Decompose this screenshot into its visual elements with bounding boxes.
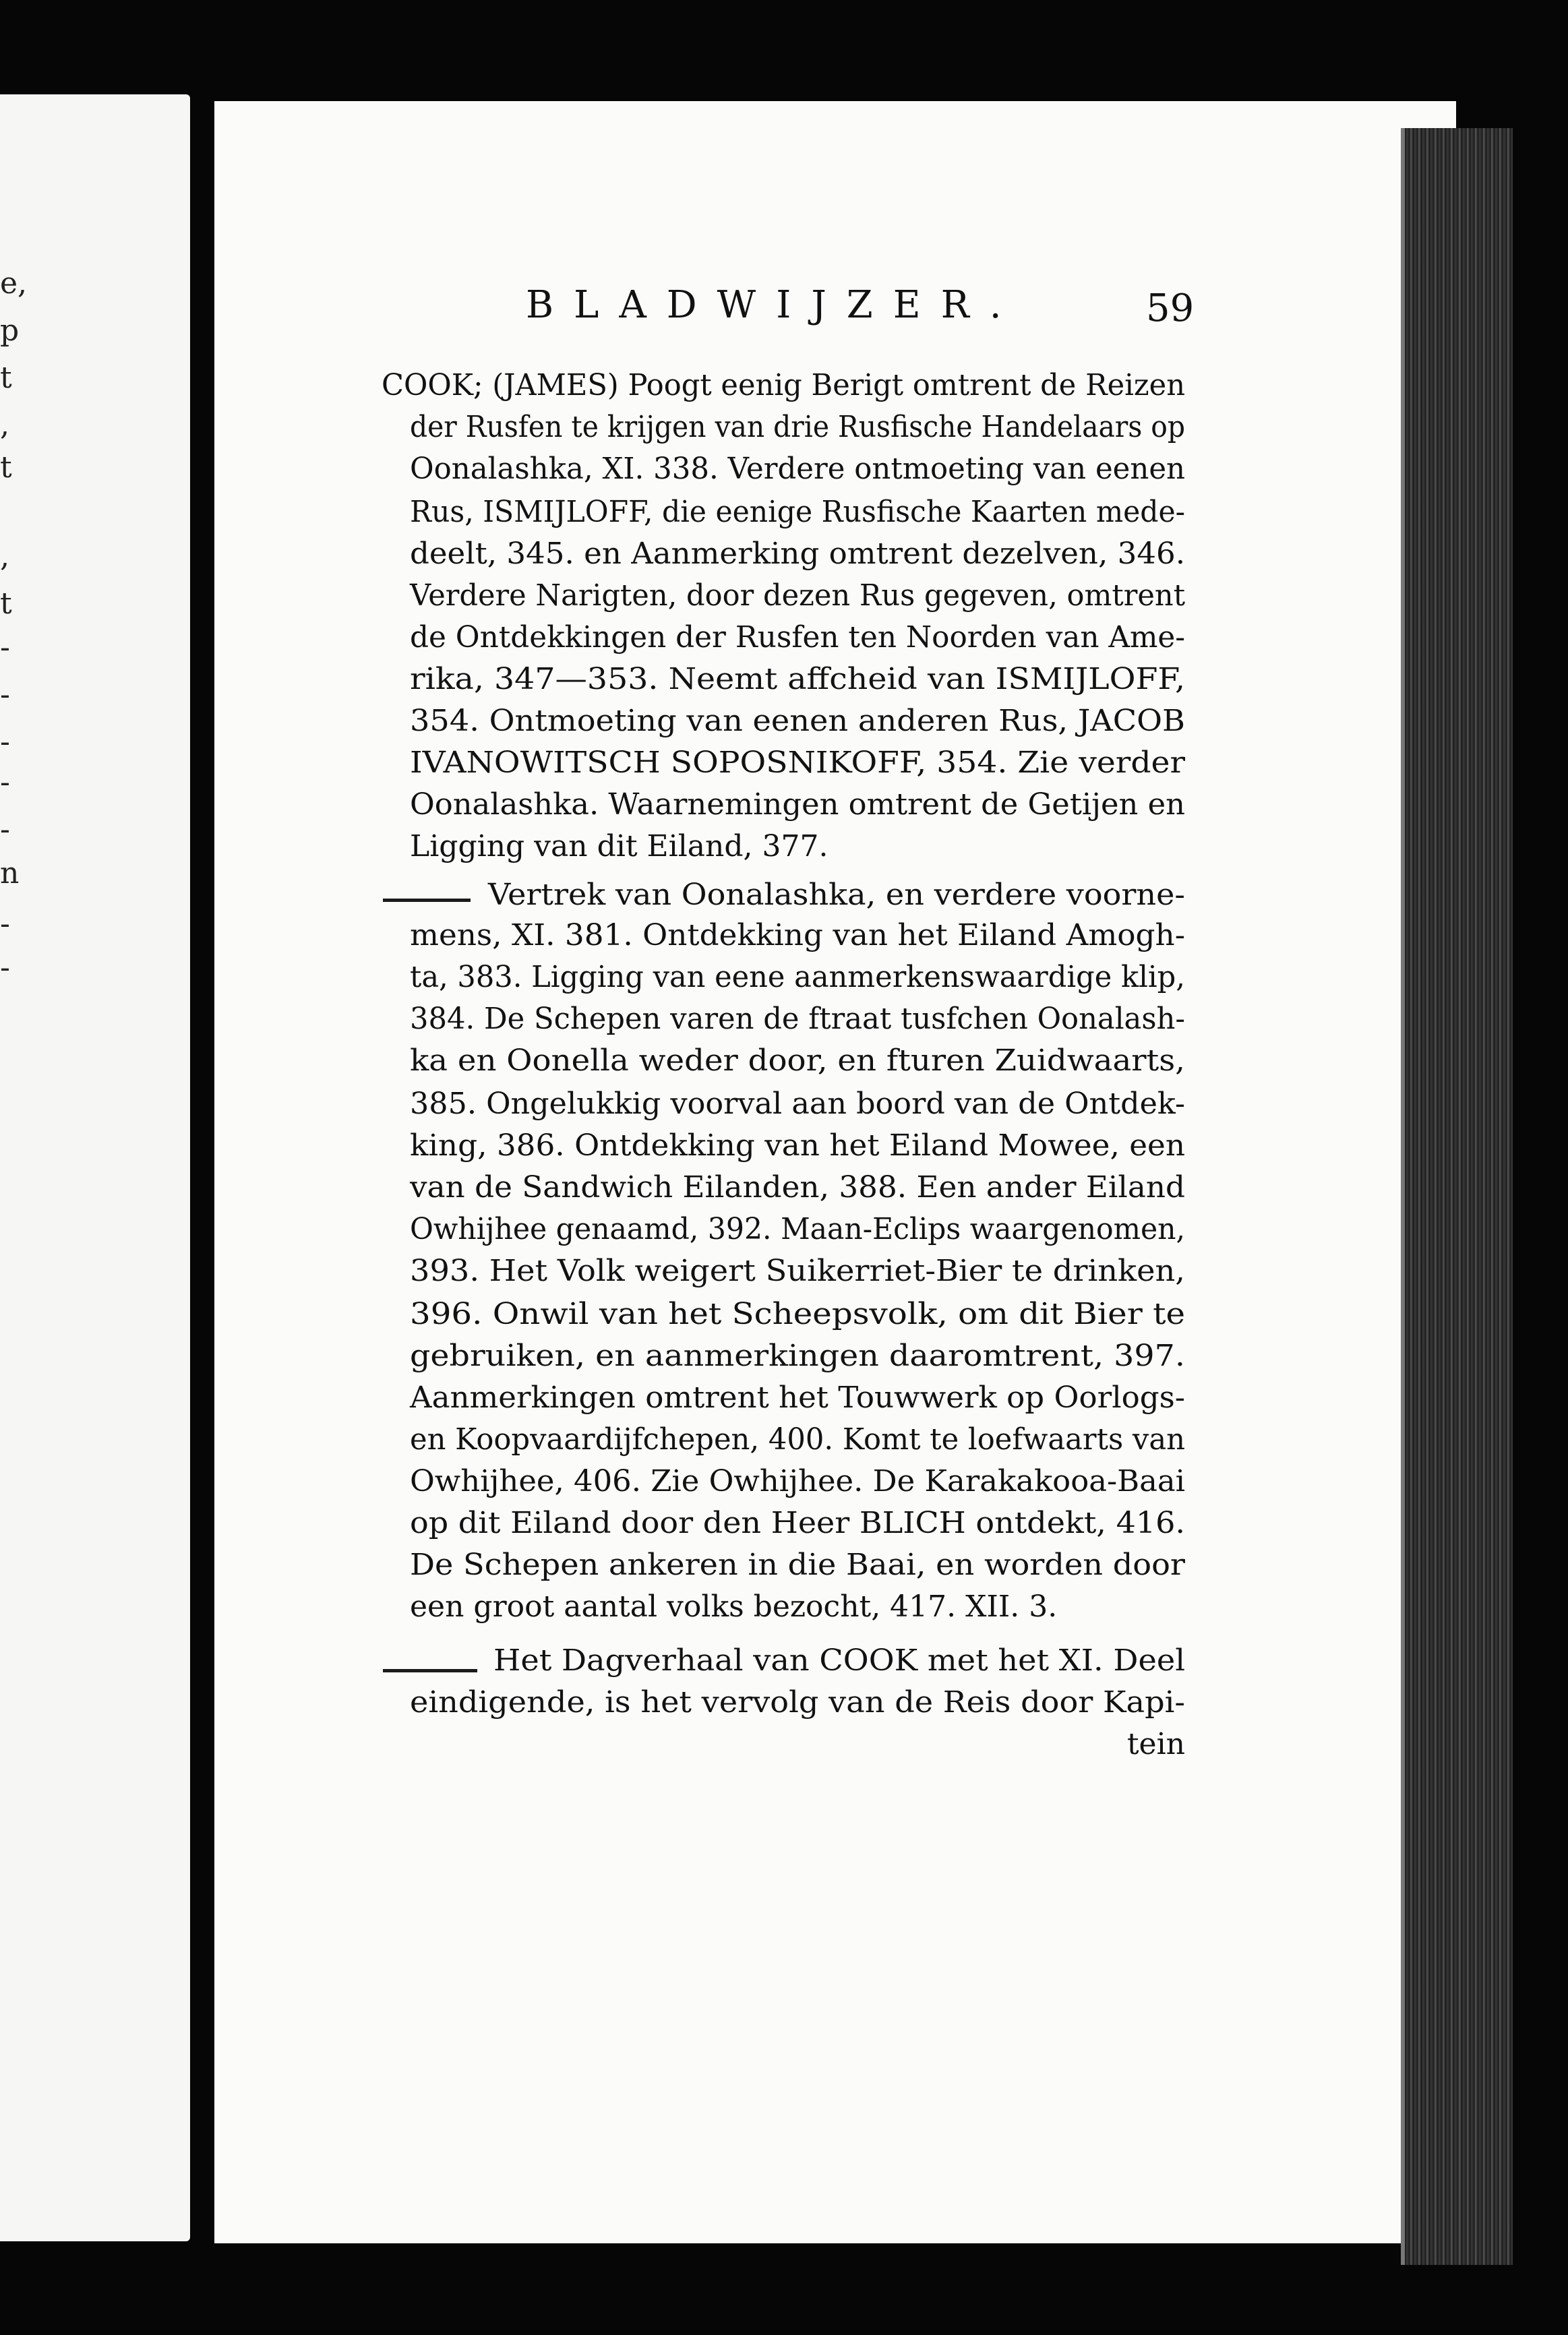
index-line-text: 385. Ongelukkig voorval aan boord van de Ontdek- xyxy=(410,1087,1186,1121)
index-line xyxy=(0,700,1568,743)
index-line-text: IVANOWITSCH SOPOSNIKOFF, 354. Zie verder xyxy=(410,746,1186,780)
index-line xyxy=(0,783,1568,826)
index-line-text: Rus, ISMIJLOFF, die eenige Rusfische Kaarten mede- xyxy=(410,495,1186,529)
index-line xyxy=(0,491,1568,534)
index-line xyxy=(0,658,1568,701)
previous-page-fragment: p xyxy=(0,313,20,348)
index-line-text: gebruiken, en aanmerkingen daaromtrent, 397. xyxy=(410,1339,1185,1373)
index-line-text: rika, 347—353. Neemt affcheid van ISMIJLOFF, xyxy=(410,662,1186,696)
previous-page-fragment: - xyxy=(0,950,10,985)
index-line xyxy=(0,998,1568,1041)
index-line-text: ta, 383. Ligging van eene aanmerkenswaardige klip, xyxy=(410,960,1185,994)
index-line xyxy=(0,1502,1568,1545)
index-line xyxy=(0,1124,1568,1168)
index-line-text: 396. Onwil van het Scheepsvolk, om dit Bier te xyxy=(410,1297,1186,1331)
previous-page-fragment: t xyxy=(0,586,12,621)
index-line xyxy=(0,364,1568,407)
index-line-text: Verdere Narigten, door dezen Rus gegeven, omtrent xyxy=(410,578,1186,613)
index-line xyxy=(0,1335,1568,1378)
index-line xyxy=(0,406,1568,449)
index-line xyxy=(0,741,1568,785)
previous-page-fragment: e, xyxy=(0,266,28,301)
index-line xyxy=(0,914,1568,957)
index-line xyxy=(0,1544,1568,1587)
index-line xyxy=(0,1083,1568,1126)
index-line xyxy=(0,1418,1568,1461)
index-line xyxy=(0,1166,1568,1209)
previous-page-fragment: - xyxy=(0,812,10,847)
index-line-text: Oonalashka. Waarnemingen omtrent de Getijen en xyxy=(410,787,1185,822)
index-line xyxy=(0,956,1568,999)
index-line-text: Aanmerkingen omtrent het Touwwerk op Oorlogs- xyxy=(410,1381,1186,1415)
index-line-text: tein xyxy=(1126,1727,1185,1761)
index-line xyxy=(0,616,1568,659)
index-line-text: king, 386. Ontdekking van het Eiland Mowee, een xyxy=(410,1128,1185,1163)
index-line-text: de Ontdekkingen der Rusfen ten Noorden van Ame- xyxy=(410,620,1186,655)
previous-page-fragment: - xyxy=(0,677,10,712)
index-line xyxy=(0,1460,1568,1503)
index-line xyxy=(0,574,1568,617)
index-line-text: De Schepen ankeren in die Baai, en worden door xyxy=(410,1548,1185,1582)
index-line-text: Vertrek van Oonalashka, en verdere voorne- xyxy=(488,878,1185,912)
index-line xyxy=(0,1585,1568,1629)
previous-page-fragment: - xyxy=(0,725,10,759)
index-line xyxy=(0,1723,1568,1766)
index-line-text: Ligging van dit Eiland, 377. xyxy=(410,829,828,863)
page-number: 59 xyxy=(1146,286,1195,330)
index-line-text: COOK; (JAMES) Poogt eenig Berigt omtrent de Reizen xyxy=(382,368,1186,402)
index-line xyxy=(0,1208,1568,1251)
previous-page-fragment: - xyxy=(0,765,10,799)
index-line-text: Het Dagverhaal van COOK met het XI. Deel xyxy=(493,1643,1186,1678)
index-line xyxy=(0,825,1568,868)
previous-page-fragment: , xyxy=(0,539,9,574)
previous-page-fragment: t xyxy=(0,450,12,485)
index-line-text: Oonalashka, XI. 338. Verdere ontmoeting van eenen xyxy=(410,452,1185,486)
index-line xyxy=(0,1293,1568,1336)
index-line-text: op dit Eiland door den Heer BLICH ontdekt, 416. xyxy=(410,1506,1186,1540)
index-line-text: 354. Ontmoeting van eenen anderen Rus, JACOB xyxy=(410,704,1186,738)
previous-page-fragment: , xyxy=(0,408,9,442)
previous-page-fragment: - xyxy=(0,630,10,665)
index-line xyxy=(0,1681,1568,1724)
index-line-text: 384. De Schepen varen de ftraat tusfchen Oonalash- xyxy=(410,1002,1185,1036)
previous-page-fragment: t xyxy=(0,361,12,395)
index-line xyxy=(0,1376,1568,1420)
index-line xyxy=(0,533,1568,576)
index-line xyxy=(0,874,1568,917)
index-line xyxy=(0,1039,1568,1083)
running-title: BLADWIJZER. xyxy=(526,283,1022,327)
index-line xyxy=(0,1250,1568,1293)
previous-page-fragment: n xyxy=(0,856,20,890)
index-line-text: der Rusfen te krijgen van drie Rusfische Handelaars op xyxy=(410,410,1185,444)
index-line-text: en Koopvaardijfchepen, 400. Komt te loefwaarts van xyxy=(410,1422,1185,1457)
index-line-text: eindigende, is het vervolg van de Reis door Kapi- xyxy=(410,1685,1186,1720)
index-line-text: een groot aantal volks bezocht, 417. XII. 3. xyxy=(410,1589,1058,1624)
index-line xyxy=(0,448,1568,491)
index-line-text: Owhijhee, 406. Zie Owhijhee. De Karakakooa-Baai xyxy=(410,1464,1186,1498)
index-line-text: deelt, 345. en Aanmerking omtrent dezelven, 346. xyxy=(410,537,1186,571)
index-line-text: Owhijhee genaamd, 392. Maan-Eclips waargenomen, xyxy=(410,1212,1186,1246)
index-line-text: mens, XI. 381. Ontdekking van het Eiland Amogh- xyxy=(410,918,1186,952)
index-line-text: 393. Het Volk weigert Suikerriet-Bier te drinken, xyxy=(410,1254,1185,1288)
index-line-text: van de Sandwich Eilanden, 388. Een ander Eiland xyxy=(410,1170,1185,1205)
index-line-text: ka en Oonella weder door, en fturen Zuidwaarts, xyxy=(410,1043,1186,1078)
index-line xyxy=(0,1639,1568,1682)
previous-page-fragment: - xyxy=(0,907,10,941)
